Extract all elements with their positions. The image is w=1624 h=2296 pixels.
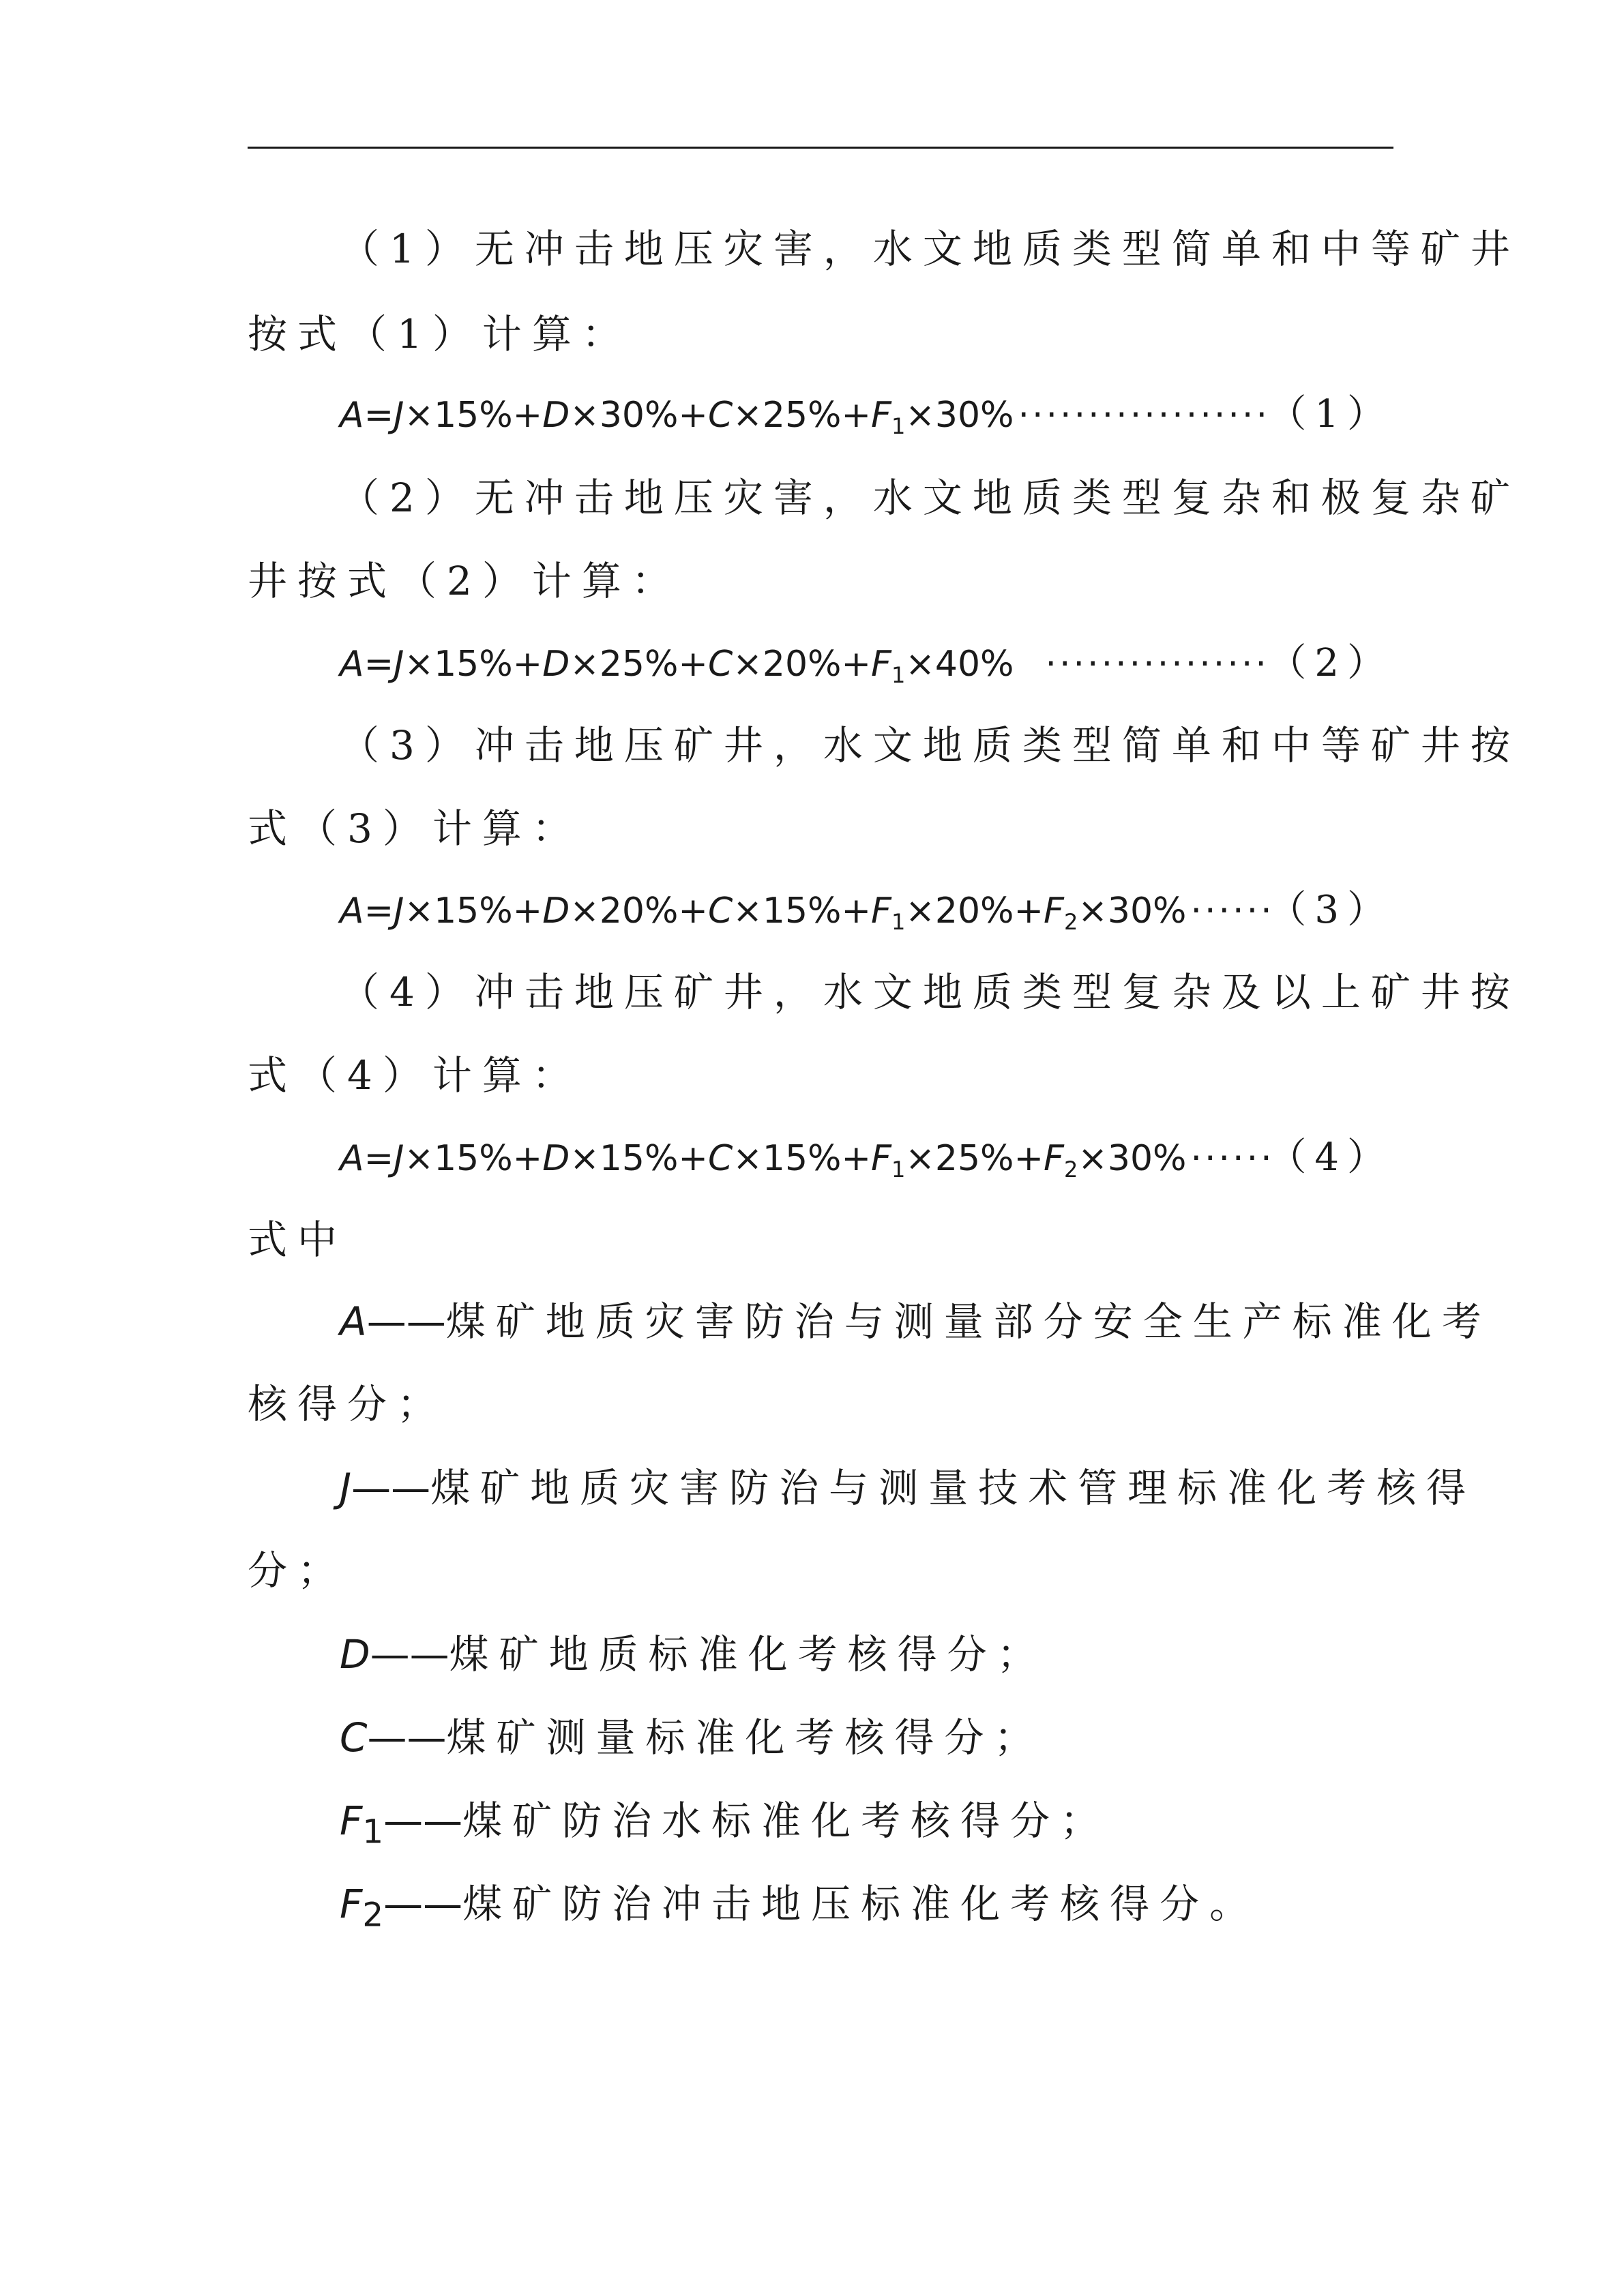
definition-a-continuation: 核得分； — [248, 1381, 447, 1427]
item-1-text: （1）无冲击地压灾害，水文地质类型简单和中等矿井 — [340, 226, 1520, 272]
definition-j: J——煤矿地质灾害防治与测量技术管理标准化考核得 — [340, 1465, 1477, 1511]
dot-leader — [1014, 388, 1268, 443]
item-4-text: （4）冲击地压矿井，水文地质类型复杂及以上矿井按 — [340, 969, 1520, 1015]
item-3-text: （3）冲击地压矿井，水文地质类型简单和中等矿井按 — [340, 722, 1520, 769]
definition-a: A——煤矿地质灾害防治与测量部分安全生产标准化考 — [340, 1298, 1492, 1345]
formula-4 — [340, 1131, 1393, 1197]
item-1-continuation: 按式（1）计算： — [248, 311, 632, 357]
formula-1-expression: $A=J\times 15\%+D\times 30\%+C\times 25\%+F_1\times 30\%$ — [340, 395, 1014, 439]
formula-1-number: （1） — [1268, 392, 1393, 436]
definition-j-continuation: 分； — [248, 1547, 348, 1594]
formula-2-number: （2） — [1268, 641, 1393, 685]
formula-1 — [340, 387, 1393, 453]
definition-c: C——煤矿测量标准化考核得分； — [340, 1714, 1044, 1761]
formula-3-number: （3） — [1268, 888, 1393, 932]
dot-leader — [1186, 1131, 1268, 1186]
header-rule — [248, 147, 1393, 149]
formula-4-number: （4） — [1268, 1135, 1393, 1180]
item-4-continuation: 式（4）计算： — [248, 1052, 582, 1099]
dot-leader — [1186, 884, 1268, 938]
item-3-continuation: 式（3）计算： — [248, 805, 582, 852]
formula-4-expression: $A=J\times 15\%+D\times 15\%+C\times 15\%+F_1\times 25\%+F_2\times 30\%$ — [340, 1138, 1187, 1182]
definition-f2: $F_2——$煤矿防治冲击地压标准化考核得分。 — [340, 1881, 1260, 1935]
formula-3-expression: $A=J\times 15\%+D\times 20\%+C\times 15\%+F_1\times 20\%+F_2\times 30\%$ — [340, 891, 1187, 935]
where-label: 式中 — [248, 1217, 348, 1263]
formula-2 — [340, 636, 1393, 702]
item-2-continuation: 井按式（2）计算： — [248, 558, 681, 604]
dot-leader — [1041, 637, 1268, 691]
formula-2-expression: $A=J\times 15\%+D\times 25\%+C\times 20\%+F_1\times 40\%$ — [340, 644, 1014, 688]
formula-3 — [340, 883, 1393, 949]
definition-d: D——煤矿地质标准化考核得分； — [340, 1631, 1047, 1678]
definition-f1: $F_1——$煤矿防治水标准化考核得分； — [340, 1798, 1110, 1851]
item-2-text: （2）无冲击地压灾害，水文地质类型复杂和极复杂矿 — [340, 475, 1520, 521]
